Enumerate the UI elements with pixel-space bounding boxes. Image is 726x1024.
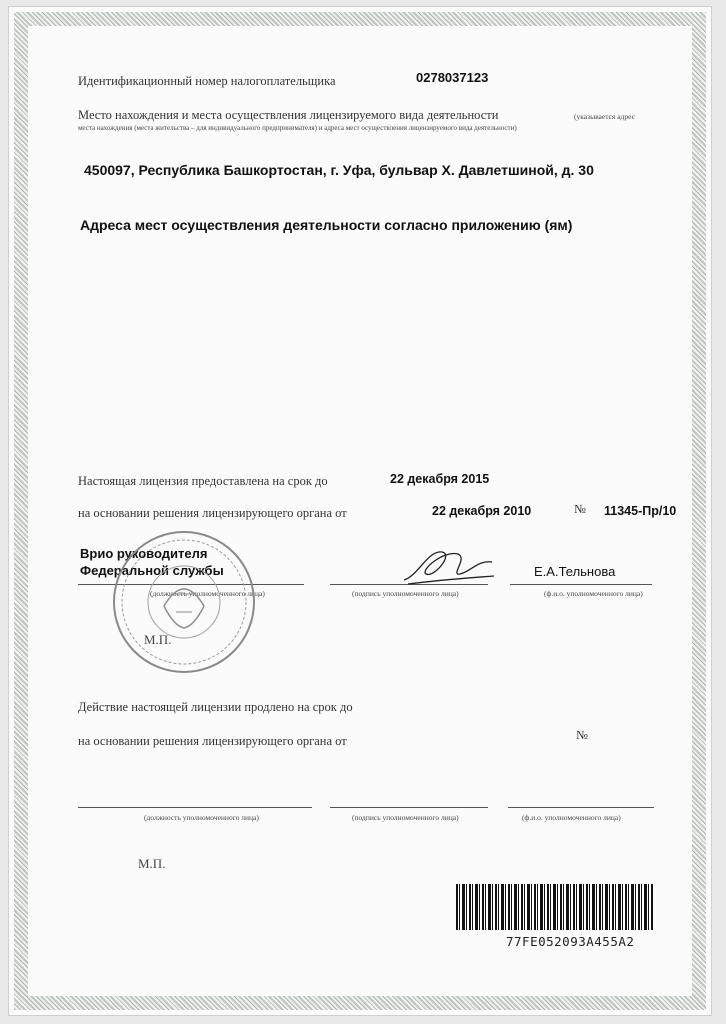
extension-cap-signature: (подпись уполномоченного лица) <box>352 813 459 822</box>
term-label: Настоящая лицензия предоставлена на срок до <box>78 474 328 488</box>
extension-decision-label: на основании решения лицензирующего органа от <box>78 734 347 748</box>
extension-stamp: М.П. <box>138 856 166 871</box>
signer-name-line <box>510 584 652 585</box>
barcode-icon <box>456 884 654 930</box>
taxpayer-label: Идентификационный номер налогоплательщика <box>78 74 336 88</box>
extension-cap-position: (должность уполномоченного лица) <box>144 813 259 822</box>
decision-number: 11345-Пр/10 <box>604 504 677 518</box>
extension-name-line <box>508 807 654 808</box>
signer-title-line1: Врио руководителя <box>80 546 208 561</box>
extension-cap-name: (ф.и.о. уполномоченного лица) <box>522 813 621 822</box>
extension-num-label: № <box>576 728 588 742</box>
decision-label: на основании решения лицензирующего органа от <box>78 506 347 520</box>
activity-places: Адреса мест осуществления деятельности согласно приложению (ям) <box>80 217 573 233</box>
decision-date: 22 декабря 2010 <box>432 504 532 518</box>
signer-cap-name: (ф.и.о. уполномоченного лица) <box>544 589 643 598</box>
signer-cap-signature: (подпись уполномоченного лица) <box>352 589 459 598</box>
extension-position-line <box>78 807 312 808</box>
location-label: Место нахождения и места осуществления лицензируемого вида деятельности <box>78 108 499 122</box>
signer-stamp: М.П. <box>144 632 172 647</box>
address: 450097, Республика Башкортостан, г. Уфа, бульвар Х. Давлетшиной, д. 30 <box>84 162 594 178</box>
handwritten-signature-icon <box>398 540 498 590</box>
extension-signature-line <box>330 807 488 808</box>
extension-term-label: Действие настоящей лицензии продлено на срок до <box>78 700 353 714</box>
term-value: 22 декабря 2015 <box>390 472 490 486</box>
location-note-b: места нахождения (места жительства – для индивидуального предпринимателя) и адреса мест осуществления лицензируемого вида деятельности) <box>78 124 517 132</box>
signer-cap-position: (должность уполномоченного лица) <box>150 589 265 598</box>
decision-num-label: № <box>574 502 586 516</box>
signer-title-line2: Федеральной службы <box>80 563 224 578</box>
barcode-number: 77FE052093A455A2 <box>506 934 635 949</box>
taxpayer-value: 0278037123 <box>416 70 489 85</box>
signer-name: Е.А.Тельнова <box>534 564 616 579</box>
official-seal-icon <box>110 528 258 676</box>
location-note-a: (указывается адрес <box>574 112 635 121</box>
